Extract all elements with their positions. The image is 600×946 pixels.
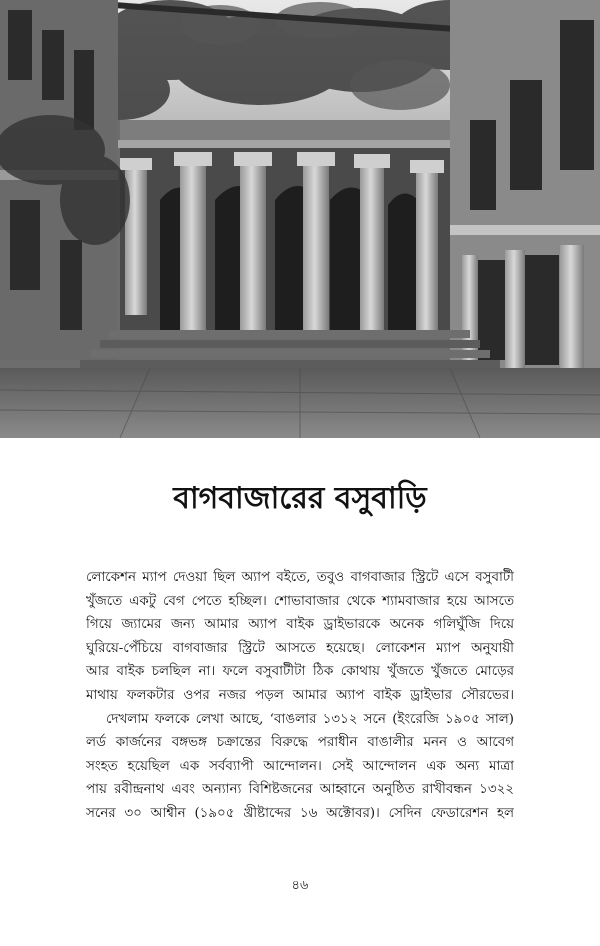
chapter-title: বাগবাজারের বসুবাড়ি: [173, 481, 427, 516]
body-line: খুঁজতে একটু বেগ পেতে হচ্ছিল। শোভাবাজার থেকে শ্যামবাজার হয়ে আসতে: [86, 593, 514, 609]
body-text: [86, 566, 514, 826]
courtyard-photo: [0, 0, 600, 438]
page-number: ৪৬: [291, 878, 309, 893]
body-line: পায় রবীন্দ্রনাথ এবং অন্যান্য বিশিষ্টজনের আহ্বানে অনুষ্ঠিত রাখীবন্ধন ১৩২২: [86, 782, 514, 798]
courtyard-photo-drawing: [0, 0, 600, 438]
body-line: মাথায় ফলকটার ওপর নজর পড়ল আমার অ্যাপ বাইক ড্রাইভার সৌরভের।: [86, 687, 514, 703]
body-line: ঘুরিয়ে-পেঁচিয়ে বাগবাজার স্ট্রিটে আসতে হয়েছে। লোকেশন ম্যাপ অনুযায়ী: [86, 640, 514, 656]
body-line: সংহত হয়েছিল এক সর্বব্যাপী আন্দোলন। সেই আন্দোলন এক অন্য মাত্রা: [86, 758, 514, 774]
body-line: সনের ৩০ আশ্বীন (১৯০৫ খ্রীষ্টাব্দের ১৬ অক্টোবর)। সেদিন ফেডারেশন হল: [86, 805, 514, 821]
body-line: লর্ড কার্জনের বঙ্গভঙ্গ চক্রান্তের বিরুদ্ধে পরাধীন বাঙালীর মনন ও আবেগ: [86, 735, 514, 751]
body-line: লোকেশন ম্যাপ দেওয়া ছিল অ্যাপ বইতে, তবুও বাগবাজার স্ট্রিটে এসে বসুবাটী: [86, 570, 514, 585]
body-line: আর বাইক চলছিল না। ফলে বসুবাটীটা ঠিক কোথায় খুঁজতে খুঁজতে মোড়ের: [86, 664, 514, 680]
body-line: দেখলাম ফলকে লেখা আছে, ‘বাঙলার ১৩১২ সনে (ইংরেজি ১৯০৫ সাল): [106, 711, 514, 727]
body-line: গিয়ে জ্যামের জন্য আমার অ্যাপ বাইক ড্রাইভারকে অনেক গলিঘুঁজি দিয়ে: [86, 617, 514, 633]
